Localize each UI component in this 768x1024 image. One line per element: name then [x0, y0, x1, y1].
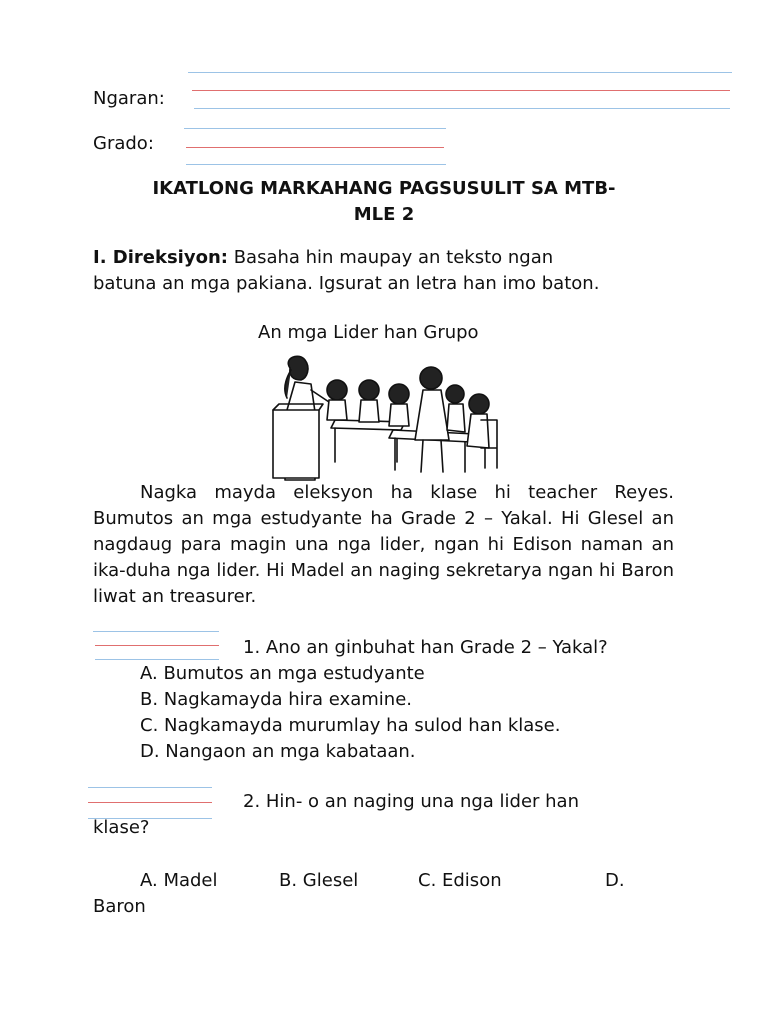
question2-choice-b: B. Glesel	[279, 870, 359, 891]
exam-title-line1: IKATLONG MARKAHANG PAGSUSULIT SA MTB-	[152, 178, 616, 199]
question2-text-cont: klase?	[93, 817, 150, 838]
question2-choice-d-label: D.	[605, 870, 625, 891]
question1-choice-b: B. Nagkamayda hira examine.	[140, 689, 412, 710]
question2-choice-c: C. Edison	[418, 870, 502, 891]
question2-choice-a: A. Madel	[140, 870, 218, 891]
story-title: An mga Lider han Grupo	[258, 322, 479, 343]
directions-text1: Basaha hin maupay an teksto ngan	[233, 247, 554, 268]
name-label: Ngaran:	[93, 88, 165, 109]
question1-choice-a: A. Bumutos an mga estudyante	[140, 663, 425, 684]
question1-choice-d: D. Nangaon an mga kabataan.	[140, 741, 416, 762]
question1-choice-c: C. Nagkamayda murumlay ha sulod han klase.	[140, 715, 561, 736]
question1-text: 1. Ano an ginbuhat han Grade 2 – Yakal?	[243, 637, 608, 658]
classroom-illustration	[265, 350, 505, 486]
grade-label: Grado:	[93, 133, 154, 154]
directions-line2: batuna an mga pakiana. Igsurat an letra han imo baton.	[93, 273, 600, 294]
question2-choice-d-text: Baron	[93, 896, 146, 917]
directions-label: I. Direksiyon:	[93, 247, 228, 268]
story-paragraph: Nagka mayda eleksyon ha klase hi teacher Reyes. Bumutos an mga estudyante ha Grade 2 – Yakal. Hi Glesel an nagdaug para magin una nga lider, ngan hi Edison naman an ika-duha nga lider. Hi Madel an naging sekretarya ngan hi Baron liwat an treasurer.	[93, 482, 674, 607]
directions-line1	[93, 245, 553, 271]
question2-text: 2. Hin- o an naging una nga lider han	[243, 791, 579, 812]
exam-title-line2: MLE 2	[353, 204, 415, 225]
